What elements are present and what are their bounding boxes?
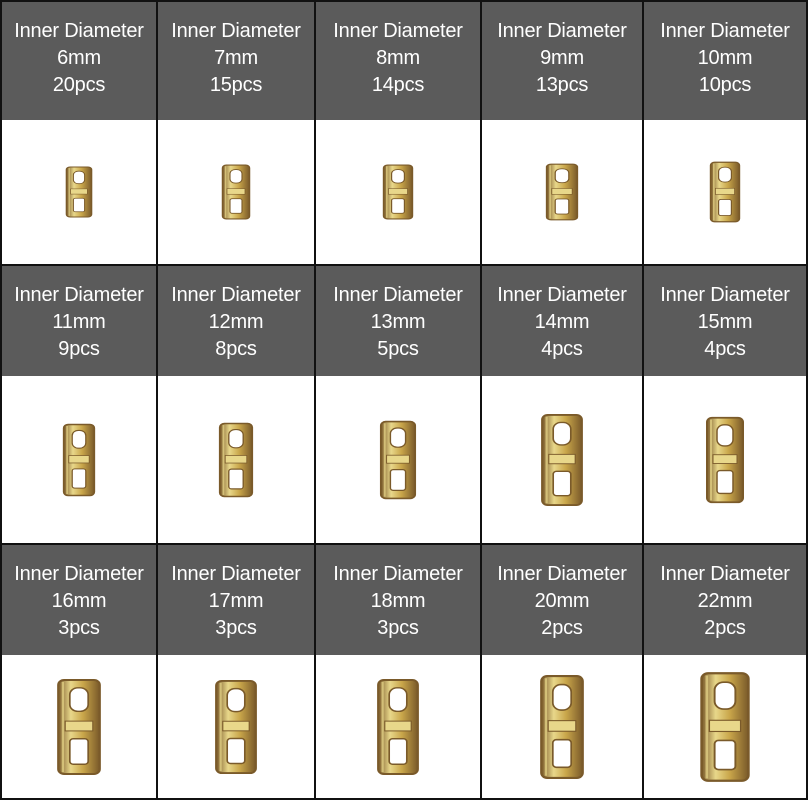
inner-diameter-value: 9mm xyxy=(540,47,584,69)
size-cell xyxy=(482,545,644,800)
cell-header xyxy=(644,266,806,376)
cell-title: Inner Diameter xyxy=(14,284,144,306)
inner-diameter-value: 18mm xyxy=(370,590,426,612)
product-image xyxy=(158,376,314,543)
cell-header xyxy=(316,545,480,655)
piece-count: 4pcs xyxy=(541,338,583,360)
piece-count: 2pcs xyxy=(704,617,746,639)
inner-diameter-value: 11mm xyxy=(52,311,106,333)
piece-count: 8pcs xyxy=(215,338,257,360)
spring-clip-icon xyxy=(221,164,251,220)
size-cell xyxy=(0,266,158,545)
product-image xyxy=(2,120,156,264)
cell-title: Inner Diameter xyxy=(497,284,627,306)
size-cell xyxy=(644,266,808,545)
size-cell xyxy=(158,266,316,545)
cell-title: Inner Diameter xyxy=(497,20,627,42)
piece-count: 3pcs xyxy=(58,617,100,639)
cell-header xyxy=(482,266,642,376)
cell-header xyxy=(2,545,156,655)
inner-diameter-value: 8mm xyxy=(376,47,420,69)
product-image xyxy=(482,120,642,264)
product-image xyxy=(644,120,806,264)
spring-clip-icon xyxy=(699,671,751,783)
cell-title: Inner Diameter xyxy=(171,20,301,42)
inner-diameter-value: 6mm xyxy=(57,47,101,69)
piece-count: 20pcs xyxy=(52,74,106,96)
cell-title: Inner Diameter xyxy=(171,284,301,306)
cell-header xyxy=(316,266,480,376)
cell-title: Inner Diameter xyxy=(660,20,790,42)
inner-diameter-value: 12mm xyxy=(208,311,264,333)
product-image xyxy=(158,120,314,264)
piece-count: 10pcs xyxy=(698,74,752,96)
cell-header xyxy=(2,2,156,120)
spring-clip-icon xyxy=(545,163,579,221)
spring-clip-icon xyxy=(65,166,93,218)
size-cell xyxy=(158,545,316,800)
spring-clip-icon xyxy=(62,423,96,497)
spring-clip-icon xyxy=(709,161,741,223)
cell-header xyxy=(158,545,314,655)
size-cell xyxy=(0,0,158,266)
product-image xyxy=(316,376,480,543)
cell-title: Inner Diameter xyxy=(171,563,301,585)
piece-count: 4pcs xyxy=(704,338,746,360)
spring-clip-icon xyxy=(379,420,417,500)
spring-clip-icon xyxy=(539,674,585,780)
cell-title: Inner Diameter xyxy=(333,20,463,42)
size-cell xyxy=(158,0,316,266)
piece-count: 3pcs xyxy=(377,617,419,639)
piece-count: 13pcs xyxy=(535,74,589,96)
product-image xyxy=(2,655,156,798)
product-image xyxy=(482,376,642,543)
product-image xyxy=(316,120,480,264)
inner-diameter-value: 17mm xyxy=(208,590,264,612)
piece-count: 3pcs xyxy=(215,617,257,639)
product-image xyxy=(2,376,156,543)
cell-header xyxy=(158,2,314,120)
spring-clip-icon xyxy=(56,678,102,776)
product-image xyxy=(482,655,642,798)
size-cell xyxy=(482,0,644,266)
cell-header xyxy=(644,545,806,655)
cell-title: Inner Diameter xyxy=(14,563,144,585)
piece-count: 9pcs xyxy=(58,338,100,360)
spring-clip-icon xyxy=(705,416,745,504)
inner-diameter-value: 13mm xyxy=(370,311,426,333)
size-cell xyxy=(482,266,644,545)
product-image xyxy=(644,655,806,798)
size-cell xyxy=(316,0,482,266)
cell-header xyxy=(158,266,314,376)
cell-title: Inner Diameter xyxy=(14,20,144,42)
piece-count: 14pcs xyxy=(371,74,425,96)
size-cell xyxy=(644,0,808,266)
piece-count: 15pcs xyxy=(209,74,263,96)
cell-title: Inner Diameter xyxy=(333,563,463,585)
cell-header xyxy=(2,266,156,376)
spring-clip-icon xyxy=(214,679,258,775)
cell-title: Inner Diameter xyxy=(333,284,463,306)
cell-header xyxy=(482,2,642,120)
spring-clip-icon xyxy=(382,164,414,220)
spring-clip-icon xyxy=(218,422,254,498)
cell-title: Inner Diameter xyxy=(660,563,790,585)
product-image xyxy=(644,376,806,543)
size-cell xyxy=(316,266,482,545)
inner-diameter-value: 16mm xyxy=(51,590,107,612)
inner-diameter-value: 20mm xyxy=(534,590,590,612)
piece-count: 5pcs xyxy=(377,338,419,360)
size-cell xyxy=(0,545,158,800)
cell-header xyxy=(316,2,480,120)
cell-title: Inner Diameter xyxy=(660,284,790,306)
piece-count: 2pcs xyxy=(541,617,583,639)
inner-diameter-value: 10mm xyxy=(697,47,753,69)
spring-clip-icon xyxy=(540,413,584,507)
spring-clip-icon xyxy=(376,678,420,776)
product-image xyxy=(158,655,314,798)
cell-title: Inner Diameter xyxy=(497,563,627,585)
cell-header xyxy=(482,545,642,655)
size-cell xyxy=(316,545,482,800)
size-cell xyxy=(644,545,808,800)
inner-diameter-value: 7mm xyxy=(214,47,258,69)
inner-diameter-value: 15mm xyxy=(697,311,753,333)
cell-header xyxy=(644,2,806,120)
inner-diameter-value: 14mm xyxy=(534,311,590,333)
product-image xyxy=(316,655,480,798)
inner-diameter-value: 22mm xyxy=(697,590,753,612)
